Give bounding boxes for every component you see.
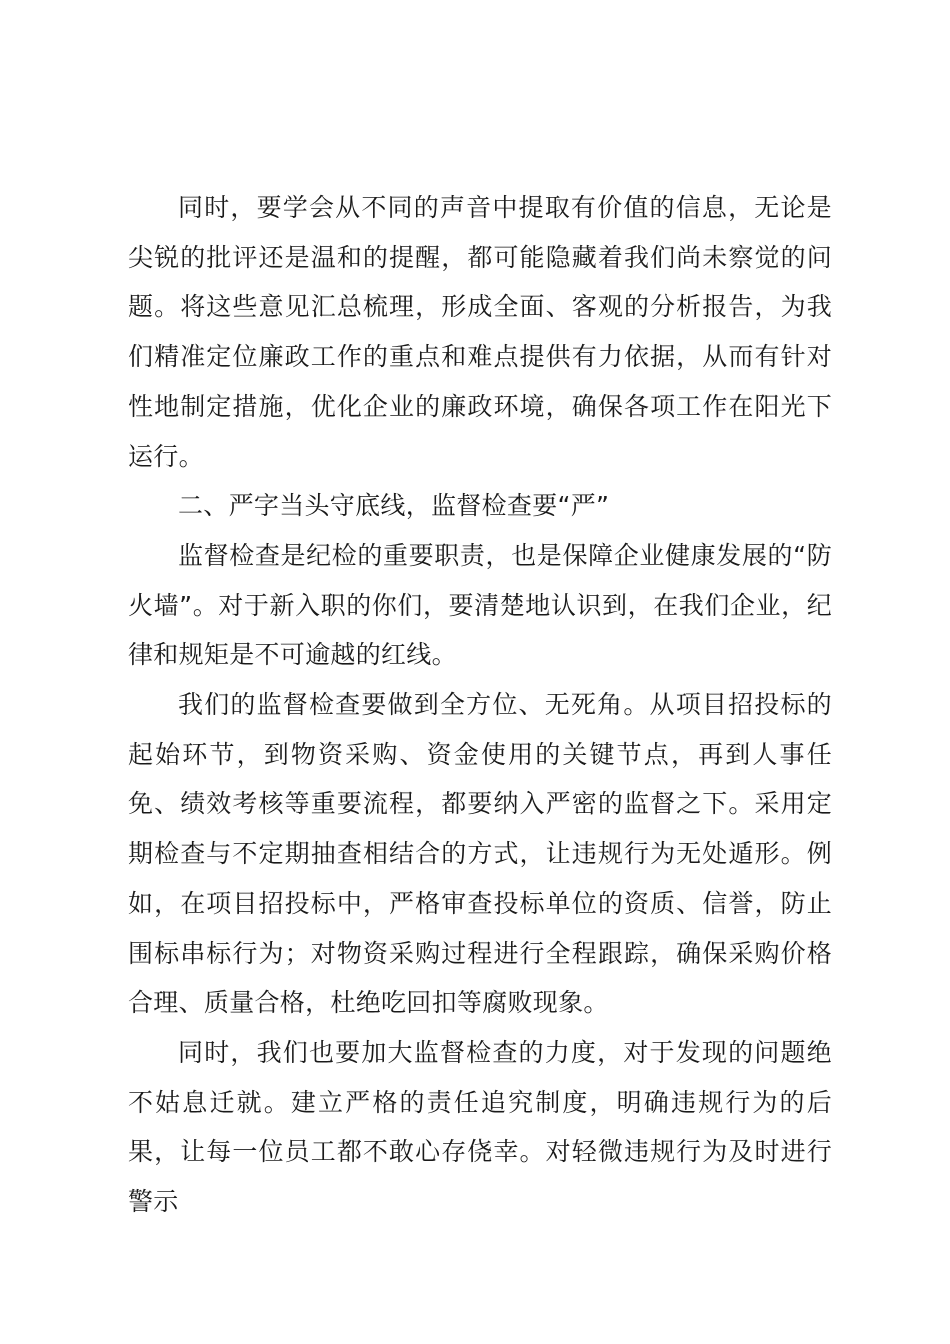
document-body	[128, 183, 832, 1227]
paragraph-accountability: 同时，我们也要加大监督检查的力度，对于发现的问题绝不姑息迁就。建立严格的责任追究制度，明确违规行为的后果，让每一位员工都不敢心存侥幸。对轻微违规行为及时进行警示	[128, 1037, 832, 1217]
paragraph-supervision-duty: 监督检查是纪检的重要职责，也是保障企业健康发展的“防火墙”。对于新入职的你们，要清楚地认识到，在我们企业，纪律和规矩是不可逾越的红线。	[128, 540, 832, 670]
paragraph-comprehensive-inspection: 我们的监督检查要做到全方位、无死角。从项目招投标的起始环节，到物资采购、资金使用的关键节点，再到人事任免、绩效考核等重要流程，都要纳入严密的监督之下。采用定期检查与不定期抽查相结合的方式，让违规行为无处遁形。例如，在项目招投标中，严格审查投标单位的资质、信誉，防止围标串标行为；对物资采购过程进行全程跟踪，确保采购价格合理、质量合格，杜绝吃回扣等腐败现象。	[128, 690, 832, 1018]
paragraph-feedback-analysis: 同时，要学会从不同的声音中提取有价值的信息，无论是尖锐的批评还是温和的提醒，都可能隐藏着我们尚未察觉的问题。将这些意见汇总梳理，形成全面、客观的分析报告，为我们精准定位廉政工作的重点和难点提供有力依据，从而有针对性地制定措施，优化企业的廉政环境，确保各项工作在阳光下运行。	[128, 193, 832, 471]
section-heading-strict-supervision: 二、严字当头守底线，监督检查要“严”	[178, 491, 610, 521]
